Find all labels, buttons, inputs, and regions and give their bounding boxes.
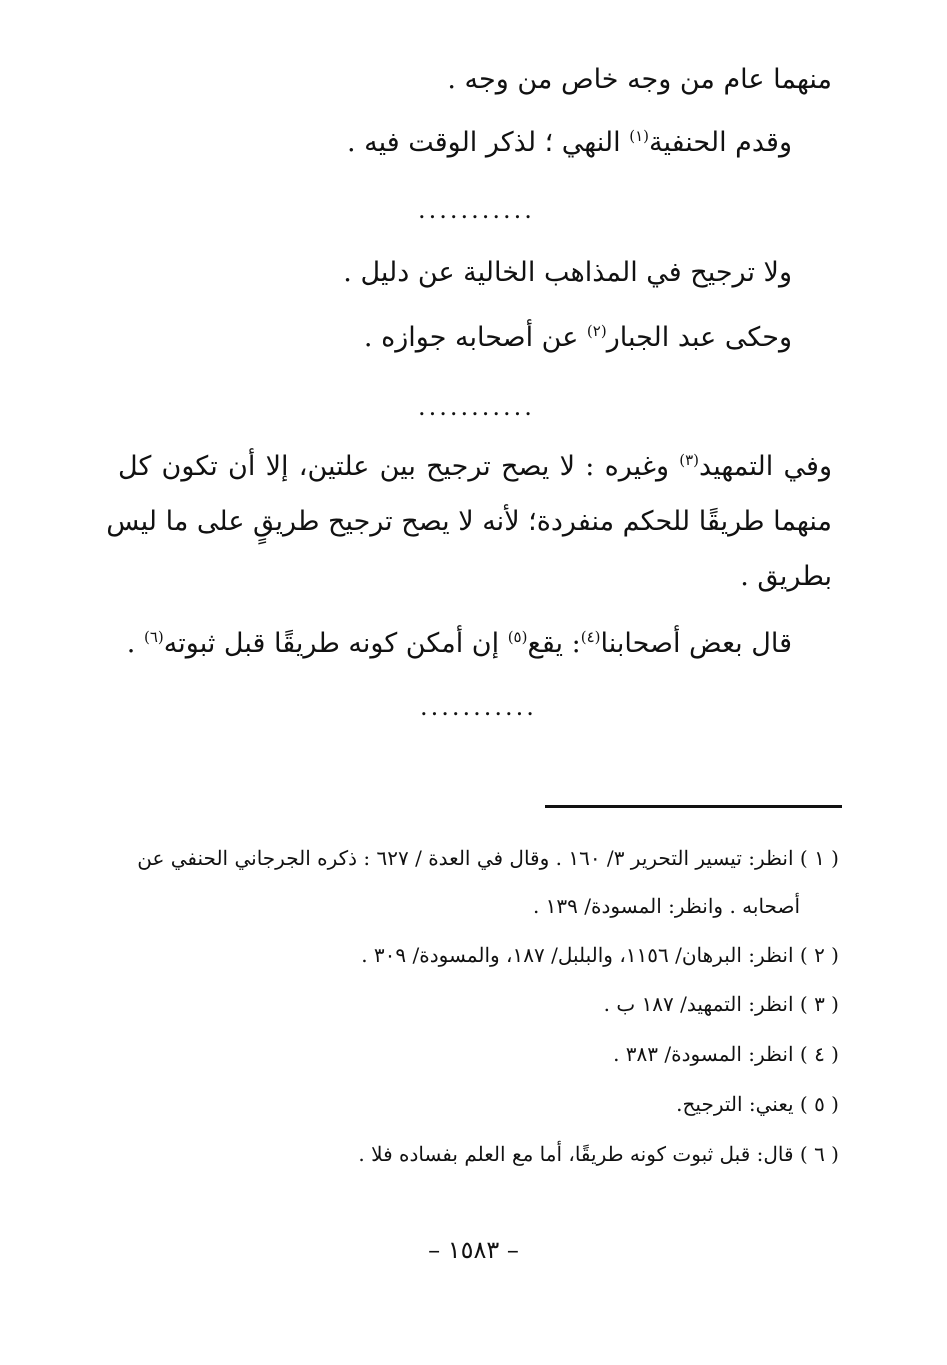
footnote-ref-5[interactable]: (٥) [507,628,528,646]
paragraph-no-tarjih-text: ولا ترجيح في المذاهب الخالية عن دليل . [343,257,792,288]
footnote-1-line-2: أصحابه . وانظر: المسودة/ ١٣٩ . [532,894,800,918]
paragraph-qala-bad-text-d: . [126,628,144,659]
paragraph-abd-al-jabbar [364,318,792,358]
paragraph-abd-al-jabbar-text-b: عن أصحابه جوازه . [363,322,587,353]
footnote-ref-1[interactable]: (١) [629,127,649,145]
paragraph-qala-bad-text-a: قال بعض أصحابنا [600,628,792,659]
paragraph-hanafiyya-text-b: النهي ؛ لذكر الوقت فيه . [346,127,630,158]
paragraph-tamhid-line-3 [740,557,832,597]
paragraph-qala-bad-text-c: إن أمكن كونه طريقًا قبل ثبوته [163,628,508,659]
body-line-1-text: منهما عام من وجه خاص من وجه . [447,64,832,95]
page-number: – ١٥٨٣ – [428,1236,519,1264]
ellipsis-separator-3: ........... [420,693,537,721]
footnote-ref-4[interactable]: (٤) [580,628,601,646]
footnote-divider [545,805,842,808]
footnote-1-line-1: ( ١ ) انظر: تيسير التحرير ٣/ ١٦٠ . وقال في العدة / ٦٢٧ : ذكره الجرجاني الحنفي عن [137,846,839,870]
paragraph-abd-al-jabbar-text-a: وحكى عبد الجبار [606,322,792,353]
paragraph-qala-bad [127,624,792,664]
paragraph-tamhid-text-d: بطريق . [740,561,832,592]
footnote-ref-2[interactable]: (٢) [586,322,607,340]
paragraph-tamhid-text-c: منهما طريقًا للحكم منفردة؛ لأنه لا يصح ترجيح طريقٍ على ما ليس [106,506,832,537]
footnote-5: ( ٥ ) يعني: الترجيح. [676,1092,839,1116]
footnote-ref-6[interactable]: (٦) [143,628,164,646]
paragraph-no-tarjih [343,253,792,293]
paragraph-hanafiyya-text-a: وقدم الحنفية [648,127,792,158]
paragraph-qala-bad-text-b: : يقع [527,628,581,659]
ellipsis-separator-2: ........... [418,393,535,421]
paragraph-tamhid-text-a: وفي التمهيد [699,451,832,482]
ellipsis-separator-1: ........... [418,196,535,224]
footnote-6: ( ٦ ) قال: قبل ثبوت كونه طريقًا، أما مع العلم بفساده فلا . [358,1142,839,1166]
paragraph-tamhid-line-1 [118,447,832,487]
footnote-3: ( ٣ ) انظر: التمهيد/ ١٨٧ ب . [603,992,839,1016]
paragraph-tamhid-line-2 [106,502,832,542]
paragraph-hanafiyya [347,123,792,163]
footnote-2: ( ٢ ) انظر: البرهان/ ١١٥٦، والبلبل/ ١٨٧، والمسودة/ ٣٠٩ . [361,943,839,967]
paragraph-tamhid-text-b: وغيره : لا يصح ترجيح بين علتين، إلا أن تكون كل [118,451,680,482]
footnote-4: ( ٤ ) انظر: المسودة/ ٣٨٣ . [613,1042,839,1066]
body-line-1 [447,60,832,100]
footnote-ref-3[interactable]: (٣) [679,451,700,469]
